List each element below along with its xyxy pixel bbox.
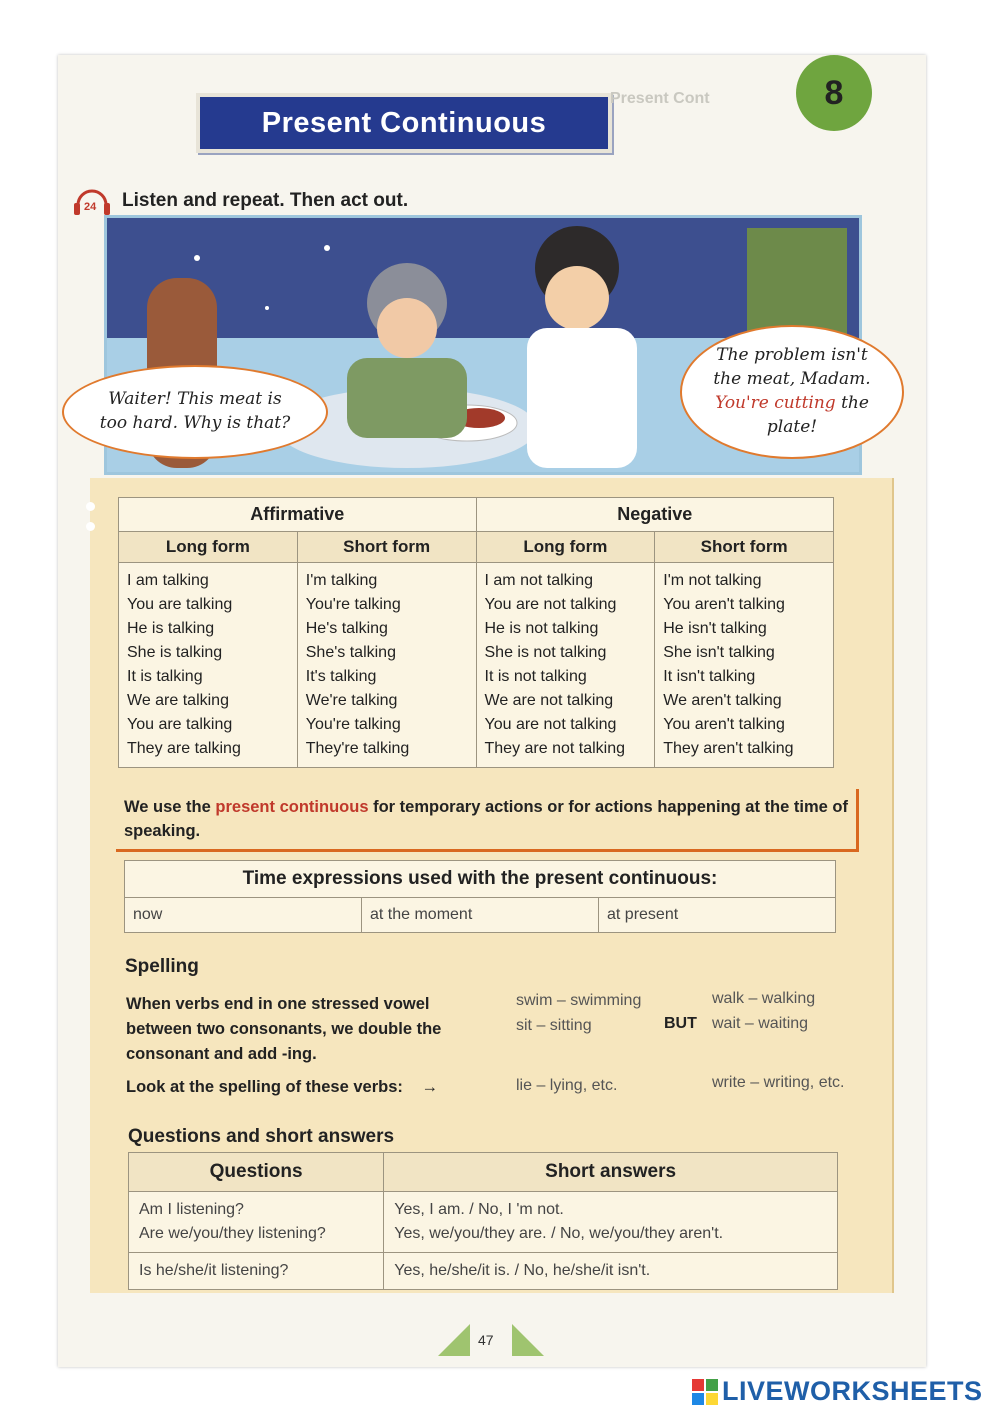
time-expression: at the moment — [362, 898, 599, 933]
page-number-tab — [432, 1318, 552, 1358]
panel-dots — [86, 502, 95, 542]
form-item: I'm not talking — [663, 572, 762, 589]
form-item: He isn't talking — [663, 620, 767, 637]
form-item: He is not talking — [484, 620, 599, 637]
form-item: It isn't talking — [663, 668, 756, 685]
spelling-example: swim – swimming — [516, 992, 642, 1009]
form-item: You're talking — [305, 596, 401, 613]
form-item: He's talking — [305, 620, 388, 637]
verb-forms-table — [118, 497, 834, 768]
waiter-speech-bubble — [680, 325, 904, 459]
answers-col-header: Short answers — [384, 1153, 838, 1192]
page-title: Present Continuous — [261, 106, 547, 139]
form-item: You aren't talking — [663, 716, 785, 733]
listen-instruction — [72, 183, 408, 219]
form-item: You are not talking — [484, 596, 617, 613]
answer-cell — [384, 1192, 838, 1253]
spelling-example: walk – walking — [712, 990, 816, 1007]
aff-short-column — [297, 563, 476, 768]
spelling-example: wait – waiting — [712, 1015, 809, 1032]
waiter-speech — [702, 344, 882, 439]
headphones-icon[interactable] — [72, 183, 112, 219]
answer: Yes, I am. / No, I 'm not. — [394, 1201, 564, 1218]
neg-long-column — [476, 563, 655, 768]
affirmative-header: Affirmative — [119, 498, 477, 532]
time-expression: at present — [599, 898, 836, 933]
question-cell — [129, 1192, 384, 1253]
unit-badge — [796, 55, 872, 131]
form-item: You are not talking — [484, 716, 617, 733]
note-pre: We use the — [124, 798, 211, 816]
form-item: It is talking — [127, 668, 203, 685]
answer: Yes, he/she/it is. / No, he/she/it isn't. — [394, 1262, 651, 1279]
form-item: I'm talking — [305, 572, 378, 589]
questions-table — [128, 1152, 838, 1290]
note-post: for temporary actions or for actions happening at the time of speaking. — [124, 798, 848, 840]
form-item: I am not talking — [484, 572, 593, 589]
form-item: They are not talking — [484, 740, 626, 757]
form-item: You aren't talking — [663, 596, 785, 613]
aff-long-column — [119, 563, 298, 768]
spelling-example: lie – lying, etc. — [516, 1077, 618, 1094]
questions-heading: Questions and short answers — [128, 1126, 395, 1147]
form-item: It's talking — [305, 668, 377, 685]
unit-number: 8 — [824, 73, 844, 112]
form-item: She's talking — [305, 644, 396, 661]
spelling-example: write – writing, etc. — [712, 1074, 845, 1091]
woman-speech: Waiter! This meat is too hard. Why is that? — [99, 389, 291, 433]
waiter-speech-highlight: You're cutting — [715, 393, 836, 413]
note-highlight: present continuous — [215, 798, 369, 816]
form-item: You're talking — [305, 716, 401, 733]
page-title-box — [196, 93, 612, 153]
liveworksheets-brand[interactable] — [692, 1376, 983, 1407]
waiter-speech-pre: The problem isn't the meat, Madam. — [713, 345, 871, 390]
neg-short-column — [655, 563, 834, 768]
usage-note — [116, 789, 859, 852]
form-item: We aren't talking — [663, 692, 782, 709]
form-item: They aren't talking — [663, 740, 794, 757]
arrow-icon: → — [421, 1078, 438, 1096]
instruction-text: Listen and repeat. Then act out. — [122, 190, 409, 211]
form-item: You are talking — [127, 596, 233, 613]
question-cell — [129, 1253, 384, 1290]
worksheet-page — [58, 55, 926, 1367]
form-item: We are not talking — [484, 692, 614, 709]
page-number: 47 — [478, 1332, 494, 1348]
waiter-speech-post: the plate! — [766, 393, 869, 437]
negative-header: Negative — [476, 498, 834, 532]
time-expressions-header: Time expressions used with the present continuous: — [125, 861, 836, 898]
form-item: She is not talking — [484, 644, 607, 661]
form-item: They're talking — [305, 740, 410, 757]
look-spelling — [126, 1078, 438, 1097]
time-expression: now — [125, 898, 362, 933]
ghost-text: Present Cont — [610, 90, 710, 107]
form-item: She is talking — [127, 644, 223, 661]
brand-text: LIVEWORKSHEETS — [722, 1376, 983, 1406]
spelling-example: sit – sitting — [516, 1017, 592, 1034]
track-number: 24 — [84, 201, 97, 213]
question: Am I listening? — [139, 1201, 244, 1218]
answer: Yes, we/you/they are. / No, we/you/they aren't. — [394, 1225, 724, 1242]
brand-logo-icon — [692, 1379, 718, 1405]
question: Is he/she/it listening? — [139, 1262, 289, 1279]
look-text: Look at the spelling of these verbs: — [126, 1078, 403, 1096]
answer-cell — [384, 1253, 838, 1290]
spelling-rule: When verbs end in one stressed vowel between two consonants, we double the consonant and add -ing. — [126, 995, 442, 1063]
form-item: We are talking — [127, 692, 229, 709]
form-item: He is talking — [127, 620, 215, 637]
but-label: BUT — [664, 1015, 697, 1032]
form-item: You are talking — [127, 716, 233, 733]
question: Are we/you/they listening? — [139, 1225, 326, 1242]
form-item: They are talking — [127, 740, 241, 757]
questions-col-header: Questions — [129, 1153, 384, 1192]
form-item: It is not talking — [484, 668, 587, 685]
neg-short-header: Short form — [655, 532, 834, 563]
neg-long-header: Long form — [476, 532, 655, 563]
form-item: We're talking — [305, 692, 398, 709]
aff-long-header: Long form — [119, 532, 298, 563]
form-item: She isn't talking — [663, 644, 775, 661]
spelling-heading: Spelling — [125, 956, 199, 977]
aff-short-header: Short form — [297, 532, 476, 563]
form-item: I am talking — [127, 572, 209, 589]
woman-speech-bubble — [62, 365, 328, 459]
time-expressions-table — [124, 860, 836, 933]
